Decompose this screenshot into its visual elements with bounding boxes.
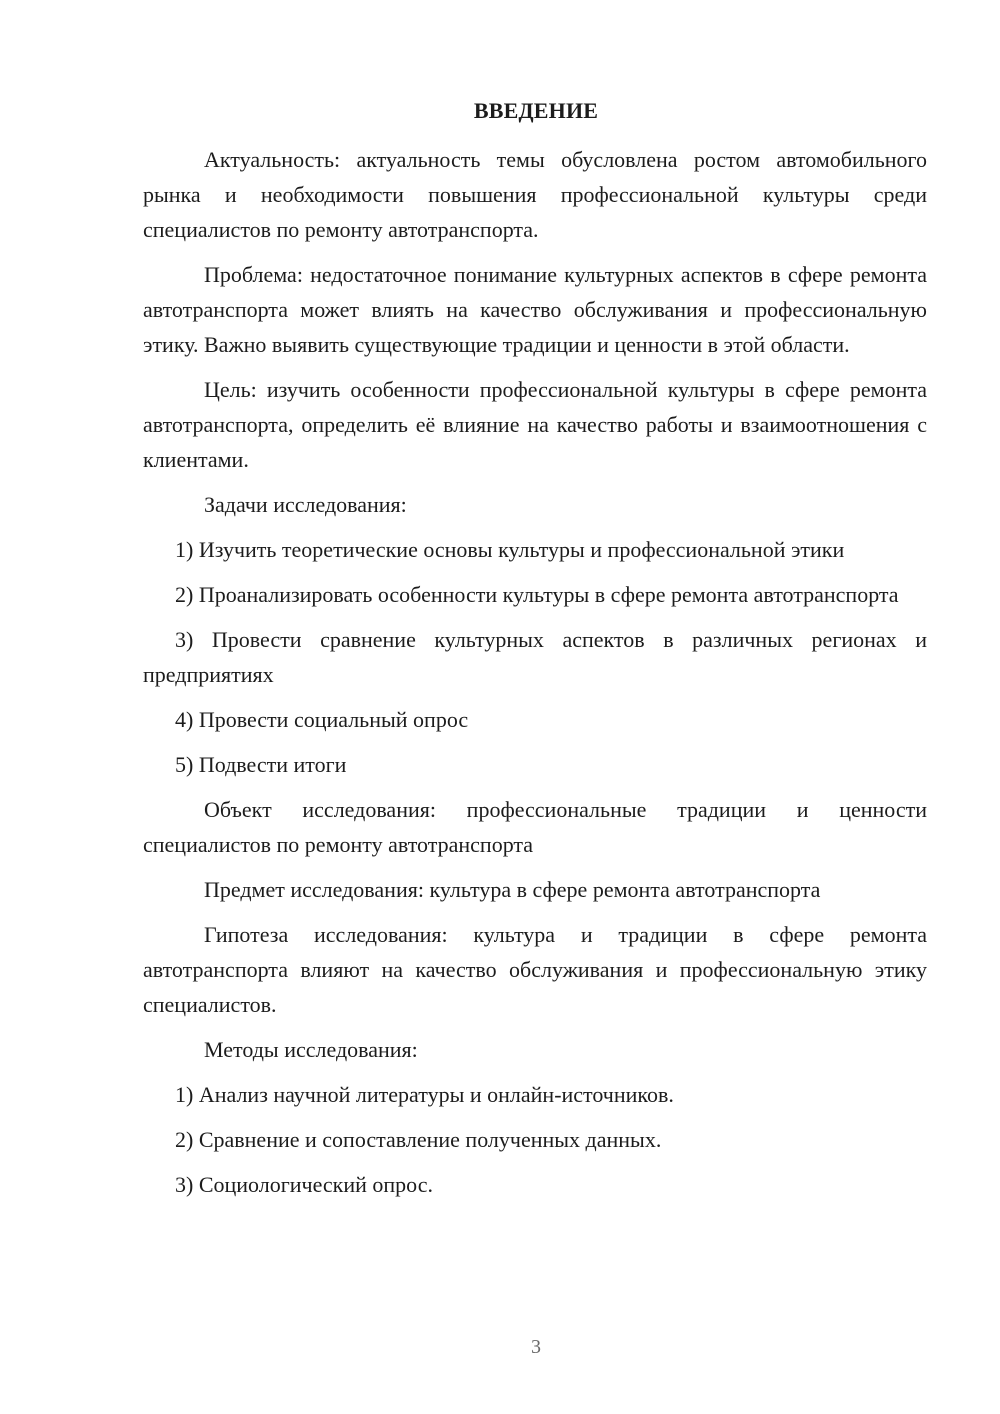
- method-item: 2) Сравнение и сопоставление полученных данных.: [175, 1127, 662, 1152]
- paragraph-object: Объект исследования: профессиональные традиции и ценности специалистов по ремонту автотранспорта: [143, 797, 927, 857]
- paragraph-subject: Предмет исследования: культура в сфере ремонта автотранспорта: [204, 877, 821, 902]
- tasks-heading: Задачи исследования:: [204, 492, 407, 517]
- task-item: 2) Проанализировать особенности культуры в сфере ремонта автотранспорта: [175, 582, 899, 607]
- document-body: [143, 142, 927, 1212]
- paragraph-relevance: Актуальность: актуальность темы обусловлена ростом автомобильного рынка и необходимости повышения профессиональной культуры среди специалистов по ремонту автотранспорта.: [143, 147, 927, 242]
- paragraph-hypothesis: Гипотеза исследования: культура и традиции в сфере ремонта автотранспорта влияют на качество обслуживания и профессиональную этику специалистов.: [143, 922, 927, 1017]
- task-item: 4) Провести социальный опрос: [175, 707, 469, 732]
- method-item: 3) Социологический опрос.: [175, 1172, 433, 1197]
- task-item: 1) Изучить теоретические основы культуры и профессиональной этики: [175, 537, 845, 562]
- task-item: 5) Подвести итоги: [175, 752, 347, 777]
- page-title: ВВЕДЕНИЕ: [473, 98, 599, 123]
- page-number: 3: [531, 1336, 541, 1358]
- methods-heading: Методы исследования:: [204, 1037, 418, 1062]
- method-item: 1) Анализ научной литературы и онлайн-источников.: [175, 1082, 674, 1107]
- task-item: 3) Провести сравнение культурных аспектов в различных регионах и предприятиях: [143, 627, 927, 687]
- paragraph-goal: Цель: изучить особенности профессиональной культуры в сфере ремонта автотранспорта, определить её влияние на качество работы и взаимоотношения с клиентами.: [143, 377, 927, 472]
- paragraph-problem: Проблема: недостаточное понимание культурных аспектов в сфере ремонта автотранспорта может влиять на качество обслуживания и профессиональную этику. Важно выявить существующие традиции и ценности в этой области.: [143, 262, 927, 357]
